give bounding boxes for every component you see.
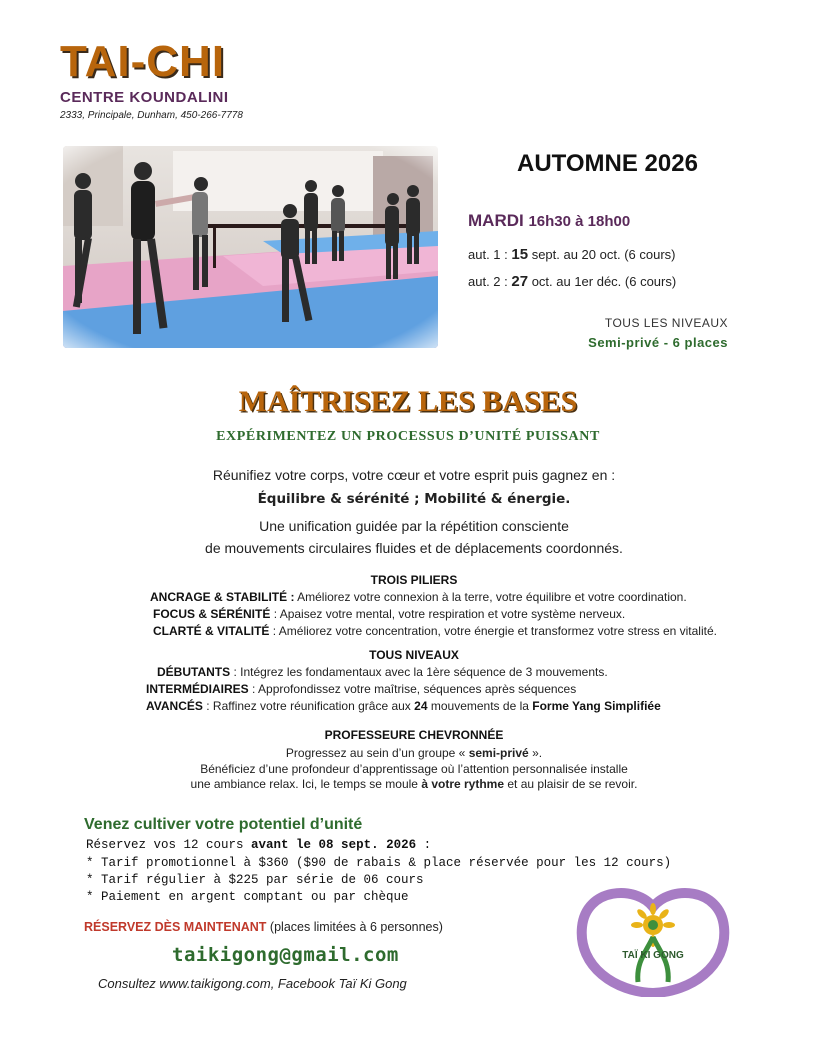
- movement-count: 24: [414, 699, 428, 713]
- teacher-title: PROFESSEURE CHEVRONNÉE: [324, 728, 504, 742]
- session-1: [468, 246, 675, 263]
- class-photo: [63, 146, 438, 348]
- pillar-text: : Apaisez votre mental, votre respiration et votre système nerveux.: [273, 607, 626, 621]
- pillar-label: FOCUS & SÉRÉNITÉ: [153, 607, 271, 621]
- pillar-text: : Améliorez votre concentration, votre énergie et transformez votre stress en vitalité.: [272, 624, 717, 638]
- reserve-now-label: RÉSERVEZ DÈS MAINTENANT: [84, 920, 267, 934]
- taikigong-logo: [576, 887, 730, 997]
- pillars-title: TROIS PILIERS: [370, 573, 458, 587]
- teacher-line-1: [0, 746, 816, 760]
- teacher-line-2: Bénéficiez d’une profondeur d’apprentissage où l’attention personnalisée installe: [200, 762, 628, 776]
- cta-heading: Venez cultiver votre potentiel d’unité: [84, 816, 363, 833]
- deadline: avant le 08 sept. 2026: [251, 838, 417, 852]
- level-text: mouvements de la: [430, 699, 529, 713]
- pillar-label: CLARTÉ & VITALITÉ: [153, 624, 270, 638]
- level-label: DÉBUTANTS: [157, 665, 231, 679]
- subheadline: EXPÉRIMENTEZ UN PROCESSUS D’UNITÉ PUISSANT: [216, 429, 600, 444]
- unification-line-1: Une unification guidée par la répétition consciente: [259, 518, 569, 534]
- all-levels-label: TOUS LES NIVEAUX: [604, 316, 728, 330]
- benefits-text: Équilibre & sérénité ; Mobilité & énergie.: [257, 491, 571, 507]
- center-name: CENTRE KOUNDALINI: [60, 89, 229, 106]
- session-1-day: 15: [511, 246, 529, 263]
- level-item: [146, 699, 661, 713]
- teacher-text: Progressez au sein d’un groupe «: [285, 746, 466, 760]
- teacher-text: une ambiance relax. Ici, le temps se moule: [190, 777, 418, 791]
- price-bullet: * Paiement en argent comptant ou par chèque: [86, 890, 409, 904]
- pillar-item: [150, 590, 687, 604]
- teacher-text: et au plaisir de se revoir.: [507, 777, 638, 791]
- class-time: 16h30 à 18h00: [528, 213, 631, 230]
- semi-private-label: semi-privé: [468, 746, 529, 760]
- page-title: TAI-CHI: [60, 37, 226, 86]
- session-1-dates: sept. au 20 oct. (6 cours): [531, 247, 676, 262]
- reserve-now: [84, 920, 443, 934]
- address: 2333, Principale, Dunham, 450-266-7778: [60, 110, 243, 121]
- intro-text: Réunifiez votre corps, votre cœur et votre esprit puis gagnez en :: [212, 467, 616, 483]
- session-2-day: 27: [511, 273, 529, 290]
- reserve-text: Réservez vos 12 cours: [86, 838, 244, 852]
- pillar-text: Améliorez votre connexion à la terre, votre équilibre et votre coordination.: [297, 590, 687, 604]
- form-name: Forme Yang Simplifiée: [532, 699, 661, 713]
- class-day: MARDI: [468, 211, 524, 230]
- level-label: AVANCÉS: [146, 699, 203, 713]
- pillar-label: ANCRAGE & STABILITÉ :: [150, 590, 295, 604]
- teacher-text: ».: [532, 746, 543, 760]
- logo-text: TAÏ KI GONG: [622, 950, 684, 961]
- group-size-label: Semi-privé - 6 places: [588, 335, 728, 350]
- places-limit: (places limitées à 6 personnes): [269, 920, 443, 934]
- headline: MAÎTRISEZ LES BASES: [238, 385, 578, 418]
- class-day-time: [468, 211, 630, 231]
- email-link[interactable]: taikigong@gmail.com: [172, 944, 399, 966]
- pillar-item: [153, 607, 625, 621]
- pillar-item: [153, 624, 717, 638]
- price-bullet: * Tarif promotionnel à $360 ($90 de rabais & place réservée pour les 12 cours): [86, 856, 672, 870]
- reserve-text: :: [423, 838, 432, 852]
- level-text: : Raffinez votre réunification grâce aux: [206, 699, 411, 713]
- teacher-line-3: [0, 777, 816, 791]
- level-text: : Intégrez les fondamentaux avec la 1ère séquence de 3 mouvements.: [233, 665, 608, 679]
- level-item: [157, 665, 608, 679]
- session-2-prefix: aut. 2 :: [468, 274, 508, 289]
- season-title: AUTOMNE 2026: [517, 150, 698, 177]
- website-line[interactable]: Consultez www.taikigong.com, Facebook Taï Ki Gong: [98, 976, 407, 991]
- session-2-dates: oct. au 1er déc. (6 cours): [531, 274, 677, 289]
- level-item: [146, 682, 576, 696]
- session-2: [468, 273, 676, 290]
- price-bullet: * Tarif régulier à $225 par série de 06 cours: [86, 873, 424, 887]
- unification-line-2: de mouvements circulaires fluides et de déplacements coordonnés.: [205, 540, 623, 556]
- levels-title: TOUS NIVEAUX: [369, 648, 459, 662]
- session-1-prefix: aut. 1 :: [468, 247, 508, 262]
- reserve-line: [86, 838, 431, 852]
- rhythm-label: à votre rythme: [421, 777, 505, 791]
- level-text: : Approfondissez votre maîtrise, séquences après séquences: [252, 682, 577, 696]
- level-label: INTERMÉDIAIRES: [146, 682, 249, 696]
